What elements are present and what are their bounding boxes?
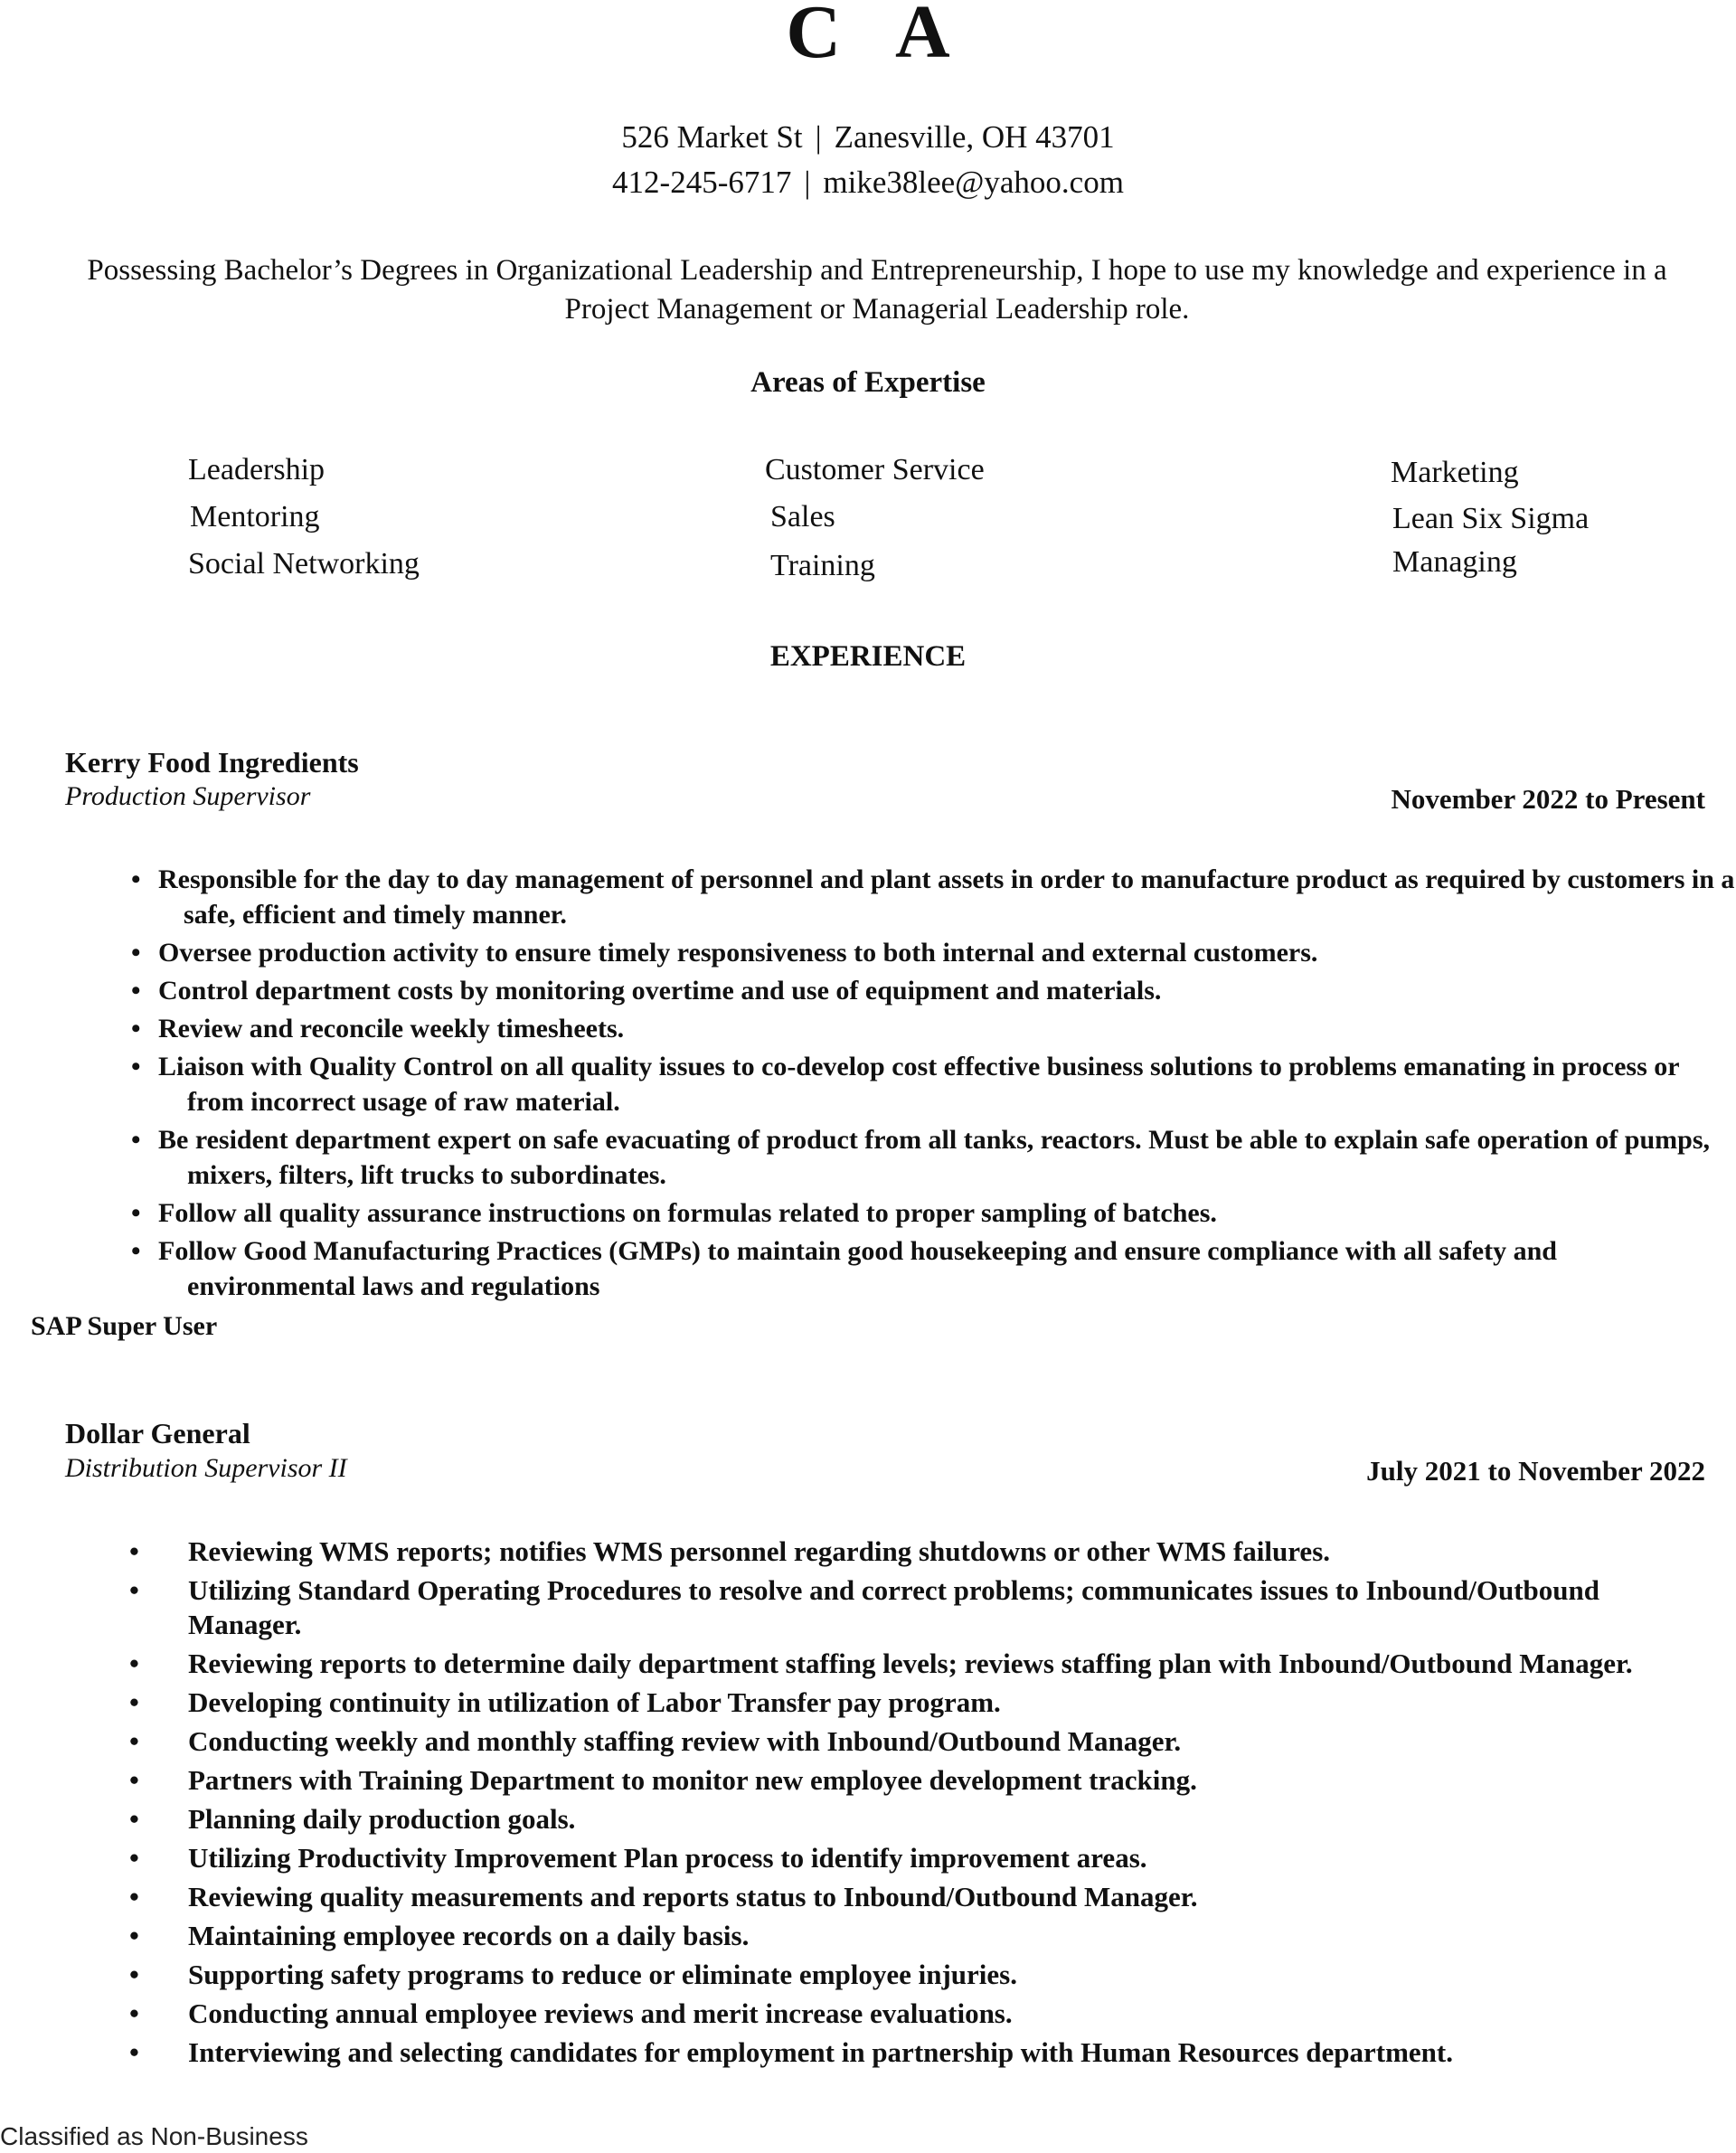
list-item: • Be resident department expert on safe evacuating of product from all tanks, reactors. Must be able to explain safe operation of pumps, mixers, filters, lift trucks to subordinates. xyxy=(131,1122,1736,1193)
bullet-icon: • xyxy=(129,1997,139,2029)
bullet-icon: • xyxy=(129,1686,139,1718)
skill-item: Customer Service xyxy=(765,453,985,486)
bullet-icon: • xyxy=(131,976,141,1006)
job-bullet-list xyxy=(131,862,1736,1307)
email-address[interactable]: mike38lee@yahoo.com xyxy=(823,165,1124,200)
list-item: • Reviewing reports to determine daily department staffing levels; reviews staffing plan with Inbound/Outbound Manager. xyxy=(129,1648,1633,1679)
address-line xyxy=(0,118,1736,157)
name-first: C xyxy=(786,0,841,74)
skill-item: Lean Six Sigma xyxy=(1392,502,1590,535)
list-item: • Planning daily production goals. xyxy=(129,1803,576,1835)
separator: | xyxy=(815,119,822,155)
bullet-icon: • xyxy=(131,1014,141,1043)
job-title: Distribution Supervisor II xyxy=(65,1453,347,1483)
expertise-heading: Areas of Expertise xyxy=(750,366,986,399)
list-item: • Utilizing Productivity Improvement Plan process to identify improvement areas. xyxy=(129,1842,1147,1874)
job-dates: November 2022 to Present xyxy=(1391,783,1705,815)
list-item: • Conducting annual employee reviews and merit increase evaluations. xyxy=(129,1997,1013,2029)
company-name: Kerry Food Ingredients xyxy=(65,746,359,779)
job-bullet-list xyxy=(129,1534,1721,2074)
bullet-icon: • xyxy=(129,1648,139,1679)
list-item: • Oversee production activity to ensure timely responsiveness to both internal and external customers. xyxy=(131,935,1736,970)
list-item: • Utilizing Standard Operating Procedures to resolve and correct problems; communicates issues to Inbound/Outbound Manager. xyxy=(129,1574,1599,1640)
experience-heading: EXPERIENCE xyxy=(769,640,967,673)
skill-item: Training xyxy=(770,549,875,582)
bullet-icon: • xyxy=(131,1125,141,1155)
skill-item: Mentoring xyxy=(190,500,320,534)
list-item: • Conducting weekly and monthly staffing review with Inbound/Outbound Manager. xyxy=(129,1725,1182,1757)
bullet-icon: • xyxy=(129,2036,139,2068)
company-name: Dollar General xyxy=(65,1417,250,1449)
bullet-icon: • xyxy=(131,1236,141,1266)
list-item: • Review and reconcile weekly timesheets. xyxy=(131,1011,1736,1046)
phone-number: 412-245-6717 xyxy=(612,165,792,200)
list-item: • Developing continuity in utilization of Labor Transfer pay program. xyxy=(129,1686,1001,1718)
bullet-icon: • xyxy=(129,1959,139,1990)
bullet-icon: • xyxy=(129,1881,139,1912)
list-item: • Maintaining employee records on a daily basis. xyxy=(129,1920,750,1951)
bullet-icon: • xyxy=(131,938,141,968)
address-street: 526 Market St xyxy=(621,119,803,155)
bullet-icon: • xyxy=(131,864,141,894)
bullet-icon: • xyxy=(129,1842,139,1874)
list-item: • Partners with Training Department to monitor new employee development tracking. xyxy=(129,1764,1197,1796)
bullet-icon: • xyxy=(129,1725,139,1757)
list-item: • Follow all quality assurance instructions on formulas related to proper sampling of batches. xyxy=(131,1195,1736,1231)
list-item: • Liaison with Quality Control on all quality issues to co-develop cost effective business solutions to problems emanating in process or from incorrect usage of raw material. xyxy=(131,1049,1736,1119)
skill-item: Sales xyxy=(770,500,835,534)
list-item: • Responsible for the day to day management of personnel and plant assets in order to manufacture product as required by customers in a safe, efficient and timely manner. xyxy=(131,862,1736,932)
contact-line xyxy=(0,163,1736,203)
separator: | xyxy=(804,165,811,200)
job-dates: July 2021 to November 2022 xyxy=(1366,1455,1705,1487)
skill-item: Leadership xyxy=(188,453,326,486)
classification-footer: Classified as Non-Business xyxy=(0,2122,308,2150)
bullet-icon: • xyxy=(129,1535,139,1567)
bullet-icon: • xyxy=(131,1052,141,1081)
list-item: • Reviewing WMS reports; notifies WMS personnel regarding shutdowns or other WMS failures. xyxy=(129,1535,1331,1567)
candidate-name xyxy=(0,0,1736,78)
bullet-icon: • xyxy=(129,1920,139,1951)
bullet-icon: • xyxy=(129,1574,139,1606)
list-item: • Follow Good Manufacturing Practices (GMPs) to maintain good housekeeping and ensure compliance with all safety and environmental laws and regulations xyxy=(131,1233,1736,1304)
address-city: Zanesville, OH 43701 xyxy=(834,119,1115,155)
job-extra-note: SAP Super User xyxy=(31,1311,218,1341)
name-last: A xyxy=(895,0,950,74)
bullet-icon: • xyxy=(129,1764,139,1796)
bullet-icon: • xyxy=(131,1198,141,1228)
skill-item: Social Networking xyxy=(188,547,420,581)
bullet-icon: • xyxy=(129,1803,139,1835)
list-item: • Interviewing and selecting candidates for employment in partnership with Human Resources department. xyxy=(129,2036,1453,2068)
list-item: • Reviewing quality measurements and reports status to Inbound/Outbound Manager. xyxy=(129,1881,1198,1912)
list-item: • Supporting safety programs to reduce or eliminate employee injuries. xyxy=(129,1959,1017,1990)
skill-item: Managing xyxy=(1392,545,1517,579)
list-item: • Control department costs by monitoring overtime and use of equipment and materials. xyxy=(131,973,1736,1008)
objective-statement: Possessing Bachelor’s Degrees in Organizational Leadership and Entrepreneurship, I hope to use my knowledge and experience in a Project Management or Managerial Leadership role. xyxy=(87,254,1667,326)
skill-item: Marketing xyxy=(1391,456,1519,489)
job-title: Production Supervisor xyxy=(65,781,311,811)
